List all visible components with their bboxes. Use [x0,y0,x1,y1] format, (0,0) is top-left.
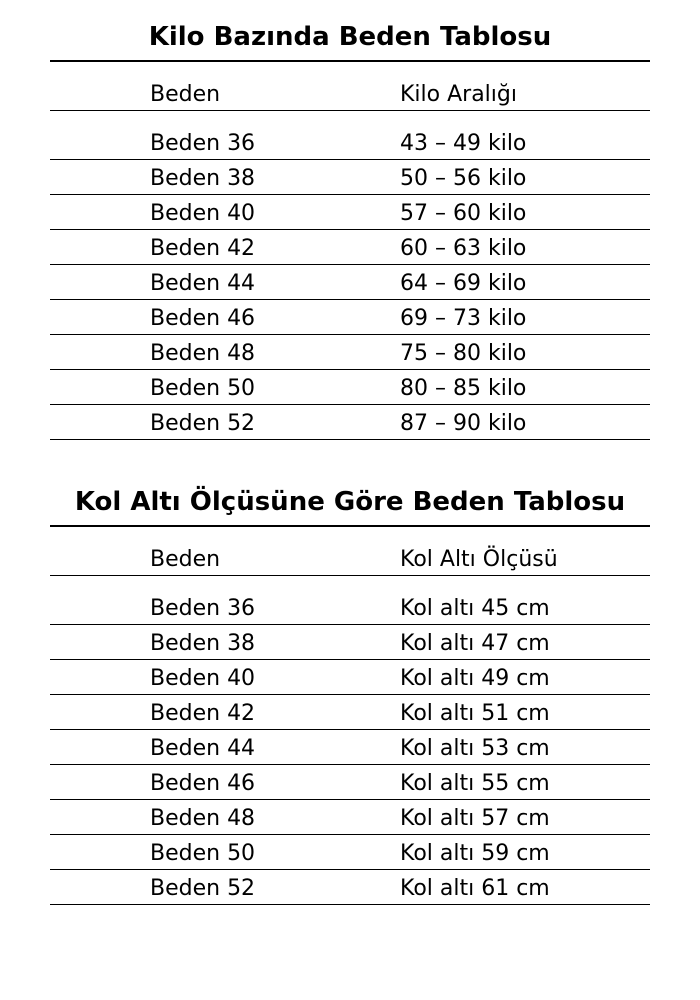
size-cell: Beden 40 [150,666,256,691]
weight-range-cell: 57 – 60 kilo [400,201,527,226]
weight-range-cell: 64 – 69 kilo [400,271,527,296]
table-row [50,660,650,695]
table-row [50,335,650,370]
weight-table-body [50,111,650,440]
table-row [50,405,650,440]
table-row [50,160,650,195]
underarm-cell: Kol altı 61 cm [400,876,550,901]
table-row [50,625,650,660]
underarm-cell: Kol altı 51 cm [400,701,550,726]
underarm-cell: Kol altı 45 cm [400,596,550,621]
weight-table-header-row [50,62,650,111]
size-cell: Beden 44 [150,271,256,296]
weight-range-cell: 87 – 90 kilo [400,411,527,436]
underarm-cell: Kol altı 47 cm [400,631,550,656]
weight-size-table [50,18,650,440]
size-cell: Beden 42 [150,701,256,726]
size-cell: Beden 36 [150,596,256,621]
weight-range-cell: 43 – 49 kilo [400,131,527,156]
table-row [50,695,650,730]
weight-range-cell: 80 – 85 kilo [400,376,527,401]
table-row [50,300,650,335]
table-row [50,125,650,160]
underarm-table-header-row [50,527,650,576]
weight-table-title: Kilo Bazında Beden Tablosu [50,18,650,62]
size-cell: Beden 38 [150,166,256,191]
size-cell: Beden 42 [150,236,256,261]
size-cell: Beden 50 [150,841,256,866]
weight-range-cell: 69 – 73 kilo [400,306,527,331]
weight-range-cell: 50 – 56 kilo [400,166,527,191]
table-row [50,870,650,905]
size-cell: Beden 48 [150,341,256,366]
size-cell: Beden 52 [150,876,256,901]
size-cell: Beden 46 [150,306,256,331]
table-row [50,590,650,625]
underarm-cell: Kol altı 55 cm [400,771,550,796]
size-cell: Beden 52 [150,411,256,436]
table-row [50,800,650,835]
underarm-cell: Kol altı 57 cm [400,806,550,831]
table-row [50,195,650,230]
size-cell: Beden 48 [150,806,256,831]
table-row [50,265,650,300]
size-cell: Beden 46 [150,771,256,796]
weight-range-cell: 75 – 80 kilo [400,341,527,366]
size-cell: Beden 38 [150,631,256,656]
size-cell: Beden 40 [150,201,256,226]
table-row [50,370,650,405]
underarm-cell: Kol altı 53 cm [400,736,550,761]
column-header-weight-range: Kilo Aralığı [400,82,517,107]
size-cell: Beden 36 [150,131,256,156]
size-cell: Beden 44 [150,736,256,761]
underarm-table-title: Kol Altı Ölçüsüne Göre Beden Tablosu [50,483,650,527]
underarm-size-table [50,483,650,905]
underarm-table-body [50,576,650,905]
column-header-underarm: Kol Altı Ölçüsü [400,547,558,572]
table-row [50,765,650,800]
table-row [50,835,650,870]
table-row [50,230,650,265]
column-header-size: Beden [150,547,221,572]
column-header-size: Beden [150,82,221,107]
weight-range-cell: 60 – 63 kilo [400,236,527,261]
underarm-cell: Kol altı 59 cm [400,841,550,866]
underarm-cell: Kol altı 49 cm [400,666,550,691]
size-cell: Beden 50 [150,376,256,401]
table-row [50,730,650,765]
